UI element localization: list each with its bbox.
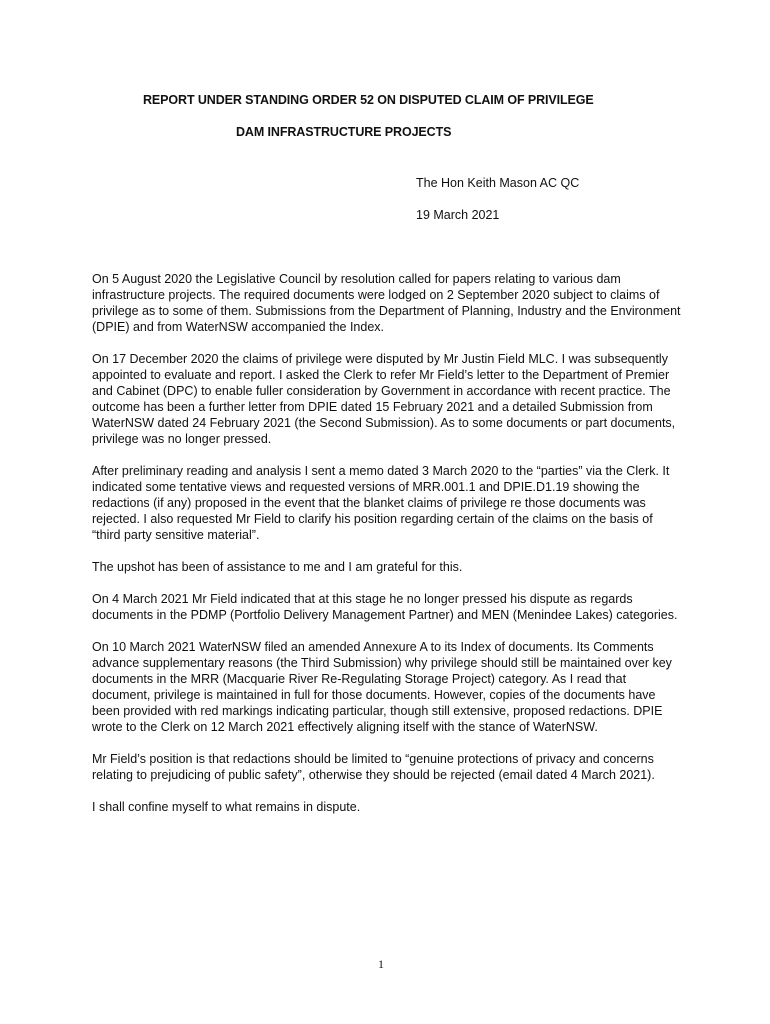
paragraph-7: Mr Field’s position is that redactions should be limited to “genuine protections of privacy and concerns relating to prejudicing of public safety”, otherwise they should be rejected (email dated 4 March 2021). [92, 752, 655, 782]
paragraph-4: The upshot has been of assistance to me and I am grateful for this. [92, 560, 463, 574]
report-date: 19 March 2021 [416, 208, 500, 222]
paragraph-6: On 10 March 2021 WaterNSW filed an amended Annexure A to its Index of documents. Its Comments advance supplementary reasons (the Third Submission) why privilege should still be maintained over key documents in the MRR (Macquarie River Re-Regulating Storage Project) category. As I read that document, privilege is maintained in full for those documents. However, copies of the documents have been provided with red markings indicating particular, though still extensive, proposed redactions. DPIE wrote to the Clerk on 12 March 2021 effectively aligning itself with the stance of WaterNSW. [92, 640, 672, 734]
paragraph-3: After preliminary reading and analysis I sent a memo dated 3 March 2020 to the “parties” via the Clerk. It indicated some tentative views and requested versions of MRR.001.1 and DPIE.D1.19 showing the redactions (if any) proposed in the event that the blanket claims of privilege re those documents was rejected. I also requested Mr Field to clarify his position regarding certain of the claims on the basis of “third party sensitive material”. [92, 464, 670, 542]
page-number: 1 [378, 957, 384, 971]
report-subtitle: DAM INFRASTRUCTURE PROJECTS [236, 125, 452, 139]
paragraph-1: On 5 August 2020 the Legislative Council by resolution called for papers relating to various dam infrastructure projects. The required documents were lodged on 2 September 2020 subject to claims of privilege as to some of them. Submissions from the Department of Planning, Industry and the Environment (DPIE) and from WaterNSW accompanied the Index. [92, 272, 681, 334]
paragraph-8: I shall confine myself to what remains in dispute. [92, 800, 361, 814]
paragraph-5: On 4 March 2021 Mr Field indicated that at this stage he no longer pressed his dispute as regards documents in the PDMP (Portfolio Delivery Management Partner) and MEN (Menindee Lakes) categories. [92, 592, 678, 622]
report-body [92, 271, 684, 831]
author-line: The Hon Keith Mason AC QC [416, 176, 580, 190]
report-title: REPORT UNDER STANDING ORDER 52 ON DISPUTED CLAIM OF PRIVILEGE [143, 93, 594, 107]
paragraph-2: On 17 December 2020 the claims of privilege were disputed by Mr Justin Field MLC. I was subsequently appointed to evaluate and report. I asked the Clerk to refer Mr Field’s letter to the Department of Premier and Cabinet (DPC) to enable fuller consideration by Government in accordance with recent practice. The outcome has been a further letter from DPIE dated 15 February 2021 and a detailed Submission from WaterNSW dated 24 February 2021 (the Second Submission). As to some documents or part documents, privilege was no longer pressed. [92, 352, 676, 446]
